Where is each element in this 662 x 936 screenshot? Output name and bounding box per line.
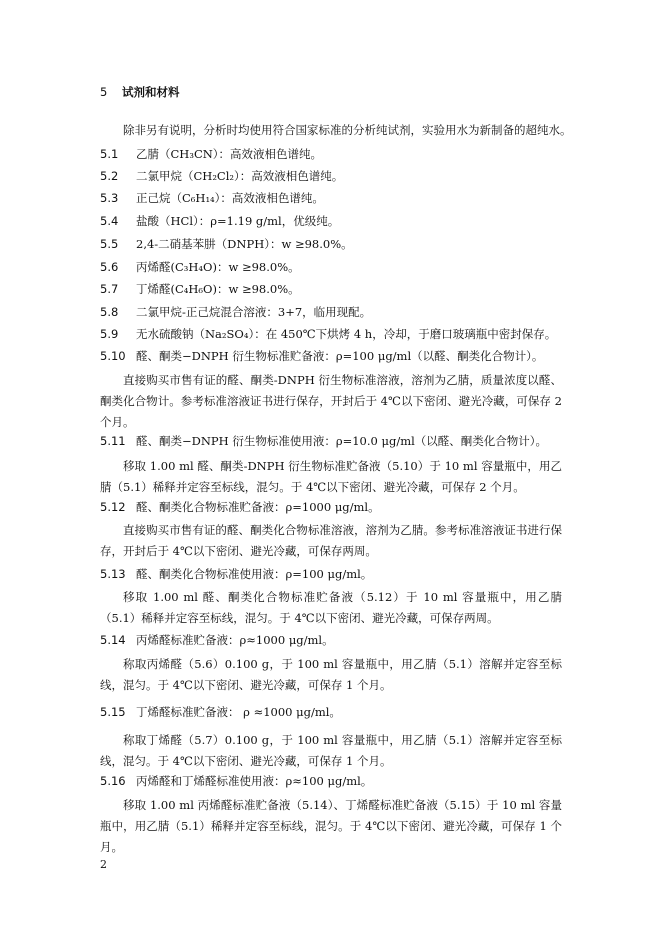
paragraph-5-16: 移取 1.00 ml 丙烯醛标准贮备液（5.14）、丁烯醛标准贮备液（5.15）于 10 ml 容量瓶中，用乙腈（5.1）稀释并定容至标线，混匀。于 4℃以下密闭、避光冷藏，可保存 1 个月。 xyxy=(100,798,562,854)
item-number: 5.12 xyxy=(100,500,126,514)
item-text: 醛、酮类化合物标准使用液：ρ=100 μg/ml。 xyxy=(136,567,373,581)
list-item xyxy=(100,304,371,320)
item-text: 丙烯醛标准贮备液：ρ≈1000 μg/ml。 xyxy=(136,633,334,647)
list-item xyxy=(100,499,380,515)
item-text: 醛、酮类−DNPH 衍生物标准贮备液：ρ=100 μg/ml（以醛、酮类化合物计）。 xyxy=(136,349,544,363)
list-item xyxy=(100,213,339,229)
item-number: 5.2 xyxy=(100,169,119,183)
item-text: 丁烯醛标准贮备液： ρ ≈1000 μg/ml。 xyxy=(136,705,341,719)
item-number: 5.5 xyxy=(100,237,119,251)
item-number: 5.11 xyxy=(100,434,126,448)
item-number: 5.8 xyxy=(100,305,119,319)
item-number: 5.6 xyxy=(100,260,119,274)
item-text: 丙烯醛和丁烯醛标准使用液：ρ≈100 μg/ml。 xyxy=(136,774,373,788)
list-item xyxy=(100,632,334,648)
list-item xyxy=(100,348,543,364)
section-number: 5 xyxy=(100,85,108,99)
item-text: 无水硫酸钠（Na₂SO₄）：在 450℃下烘烤 4 h，冷却，于磨口玻璃瓶中密封保存。 xyxy=(136,327,557,341)
paragraph-5-12: 直接购买市售有证的醛、酮类化合物标准溶液，溶剂为乙腈。参考标准溶液证书进行保存，开封后于 4℃以下密闭、避光冷藏，可保存两周。 xyxy=(100,523,562,558)
item-text: 乙腈（CH₃CN）：高效液相色谱纯。 xyxy=(136,147,323,161)
item-number: 5.15 xyxy=(100,705,126,719)
paragraph-5-14: 称取丙烯醛（5.6）0.100 g，于 100 ml 容量瓶中，用乙腈（5.1）溶解并定容至标线，混匀。于 4℃以下密闭、避光冷藏，可保存 1 个月。 xyxy=(100,657,562,692)
list-item xyxy=(100,773,372,789)
list-item xyxy=(100,433,547,449)
section-title: 试剂和材料 xyxy=(122,85,180,99)
item-text: 二氯甲烷（CH₂Cl₂）：高效液相色谱纯。 xyxy=(136,169,344,183)
item-number: 5.4 xyxy=(100,214,119,228)
paragraph-5-10: 直接购买市售有证的醛、酮类-DNPH 衍生物标准溶液，溶剂为乙腈，质量浓度以醛、酮类化合物计。参考标准溶液证书进行保存，开封后于 4℃以下密闭、避光冷藏，可保存 2 个月。 xyxy=(100,373,562,429)
list-item xyxy=(100,146,322,162)
item-text: 醛、酮类−DNPH 衍生物标准使用液：ρ=10.0 μg/ml（以醛、酮类化合物计）。 xyxy=(136,434,548,448)
list-item xyxy=(100,236,353,252)
list-item xyxy=(100,168,343,184)
item-text: 正己烷（C₆H₁₄）：高效液相色谱纯。 xyxy=(136,191,324,205)
list-item xyxy=(100,326,556,342)
list-item xyxy=(100,281,300,297)
item-number: 5.16 xyxy=(100,774,126,788)
section-heading xyxy=(100,84,180,100)
item-number: 5.7 xyxy=(100,282,119,296)
list-item xyxy=(100,190,324,206)
list-item xyxy=(100,259,300,275)
intro-paragraph: 除非另有说明，分析时均使用符合国家标准的分析纯试剂，实验用水为新制备的超纯水。 xyxy=(123,123,572,137)
paragraph-5-15: 称取丁烯醛（5.7）0.100 g，于 100 ml 容量瓶中，用乙腈（5.1）溶解并定容至标线，混匀。于 4℃以下密闭、避光冷藏，可保存 1 个月。 xyxy=(100,733,562,768)
item-text: 二氯甲烷-正己烷混合溶液：3+7，临用现配。 xyxy=(136,305,372,319)
item-number: 5.1 xyxy=(100,147,119,161)
list-item xyxy=(100,704,341,720)
paragraph-5-13: 移取 1.00 ml 醛、酮类化合物标准贮备液（5.12）于 10 ml 容量瓶中，用乙腈（5.1）稀释并定容至标线，混匀。于 4℃以下密闭、避光冷藏，可保存两周。 xyxy=(100,590,562,625)
item-number: 5.14 xyxy=(100,633,126,647)
item-text: 丁烯醛(C₄H₆O)：w ≥98.0%。 xyxy=(136,282,300,296)
paragraph-5-11: 移取 1.00 ml 醛、酮类-DNPH 衍生物标准贮备液（5.10）于 10 ml 容量瓶中，用乙腈（5.1）稀释并定容至标线，混匀。于 4℃以下密闭、避光冷藏，可保存 2 个月。 xyxy=(100,459,562,494)
item-text: 丙烯醛(C₃H₄O)：w ≥98.0%。 xyxy=(136,260,300,274)
item-number: 5.13 xyxy=(100,567,126,581)
page-number: 2 xyxy=(100,858,107,871)
item-number: 5.9 xyxy=(100,327,119,341)
list-item xyxy=(100,566,372,582)
item-number: 5.3 xyxy=(100,191,119,205)
item-number: 5.10 xyxy=(100,349,126,363)
item-text: 醛、酮类化合物标准贮备液：ρ=1000 μg/ml。 xyxy=(136,500,380,514)
item-text: 盐酸（HCl）：ρ=1.19 g/ml，优级纯。 xyxy=(136,214,340,228)
item-text: 2,4-二硝基苯肼（DNPH）：w ≥98.0%。 xyxy=(136,237,353,251)
